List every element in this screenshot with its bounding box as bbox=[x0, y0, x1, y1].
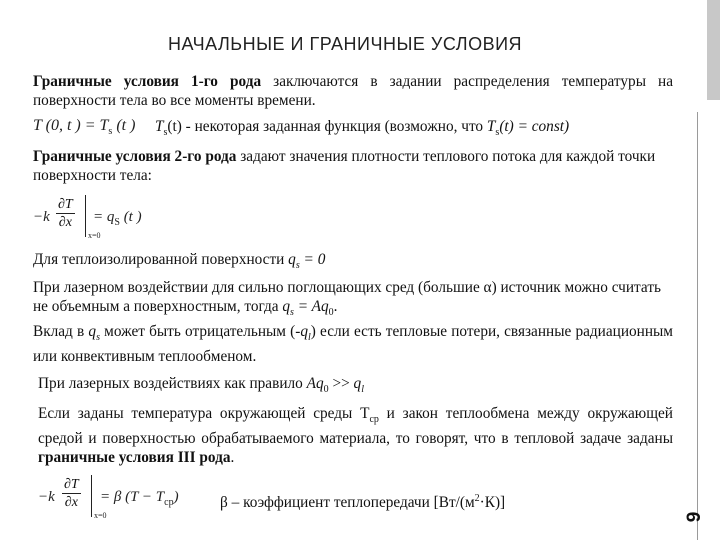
insulated-text: Для теплоизолированной поверхности bbox=[33, 251, 289, 268]
insulated-sub: s bbox=[295, 260, 300, 272]
bc3-formula-den: ∂x bbox=[64, 495, 78, 510]
contrib-var: q bbox=[88, 323, 97, 340]
rule-rhs: q bbox=[353, 375, 362, 392]
page-number: 9 bbox=[684, 511, 705, 523]
contrib-text3: ) если есть тепловые потери, связанные радиационным или конвективным теплообменом. bbox=[33, 323, 673, 366]
laser-eq: = Aq bbox=[293, 298, 329, 315]
bc3-heading: граничные условия III рода bbox=[38, 449, 231, 467]
laser-end: . bbox=[333, 298, 338, 315]
side-accent-bar bbox=[707, 0, 720, 100]
bc1-formula bbox=[33, 117, 135, 137]
laser-eq-sub: 0 bbox=[328, 307, 334, 319]
bc1-note-var2: T bbox=[486, 118, 496, 135]
bc1-formula-lhs: T (0, t ) = T bbox=[33, 117, 109, 134]
laser-sub: s bbox=[290, 307, 294, 319]
bc1-formula-sub: s bbox=[108, 126, 113, 138]
rule-text: При лазерных воздействиях как правило bbox=[38, 375, 307, 392]
insulated-tail: = 0 bbox=[299, 251, 326, 268]
bc3-paragraph bbox=[38, 404, 673, 467]
contrib-sub2: l bbox=[308, 332, 311, 344]
bc3-formula-minus-k: −k bbox=[38, 489, 55, 505]
side-divider-line bbox=[697, 112, 698, 540]
bc3-formula-num: ∂T bbox=[64, 477, 79, 492]
bc1-text: заключаются в задании распределения температуры на поверхности тела во все моменты времени. bbox=[33, 73, 673, 109]
bc3-formula-fraction bbox=[62, 476, 81, 511]
bc1-formula-rhs: (t ) bbox=[112, 117, 136, 134]
rule-lhs: Aq bbox=[306, 375, 324, 392]
bc1-note-var: T bbox=[155, 118, 164, 135]
laser-text: При лазерном воздействии для сильно поглощающих сред (большие α) источник можно считать не объемным а поверхностным, тогда bbox=[33, 279, 661, 315]
contrib-text1: Вклад в bbox=[33, 323, 89, 340]
laser-paragraph bbox=[33, 278, 673, 322]
beta-note-text: β – коэффициент теплопередачи [Вт/(м bbox=[220, 494, 475, 512]
contrib-sub: s bbox=[96, 332, 100, 344]
bc2-heading: Граничные условия 2-го рода bbox=[33, 148, 237, 165]
bc1-note bbox=[155, 117, 675, 142]
bc3-formula-eval-bar bbox=[91, 475, 92, 517]
bc2-text: задают значения плотности теплового потока для каждой точки поверхности тела: bbox=[33, 148, 656, 184]
bc1-note-text: (t) - некоторая заданная функция (возможно, что bbox=[167, 118, 487, 135]
bc2-formula-limit: x=0 bbox=[88, 231, 101, 240]
rule-op: >> bbox=[328, 375, 354, 392]
bc1-note-sub2: s bbox=[495, 127, 500, 139]
rule-line bbox=[38, 374, 678, 399]
bc1-paragraph bbox=[33, 72, 673, 110]
contrib-paragraph bbox=[33, 322, 673, 366]
bc2-paragraph bbox=[33, 147, 673, 185]
contrib-var2: q bbox=[300, 323, 308, 340]
rule-rhs-sub: l bbox=[361, 384, 364, 396]
insulated-line bbox=[33, 250, 673, 275]
bc3-formula-limit: x=0 bbox=[94, 511, 107, 520]
bc2-formula-minus-k: −k bbox=[33, 209, 50, 225]
contrib-text2: может быть отрицательным (- bbox=[99, 323, 301, 340]
bc1-note-sub: s bbox=[163, 127, 168, 139]
bc2-formula-eval-bar bbox=[85, 195, 86, 237]
bc2-formula-num: ∂T bbox=[58, 197, 73, 212]
bc3-end: . bbox=[230, 449, 235, 467]
beta-note-end: ·К)] bbox=[479, 494, 506, 512]
beta-note bbox=[220, 489, 670, 512]
beta-note-sup: 2 bbox=[474, 493, 480, 504]
insulated-var: q bbox=[288, 251, 296, 268]
bc1-note-end: (t) = const) bbox=[499, 118, 570, 135]
slide-title: НАЧАЛЬНЫЕ И ГРАНИЧНЫЕ УСЛОВИЯ bbox=[167, 34, 523, 54]
bc2-formula-den: ∂x bbox=[58, 215, 72, 230]
bc3-text2: и закон теплообмена между окружающей средой и поверхностью обрабатываемого материала, то говорят, что в тепловой задаче заданы bbox=[38, 405, 673, 448]
bc2-formula-rhs: = $q_S$ (t ) bbox=[93, 209, 142, 228]
bc3-text1: Если заданы температура окружающей среды Т bbox=[38, 405, 370, 422]
bc3-formula-rhs: = β $(T - T_{cp})$ bbox=[100, 489, 179, 508]
bc3-sub: ср bbox=[369, 414, 379, 426]
laser-var: q bbox=[282, 298, 291, 315]
bc2-formula-fraction bbox=[56, 196, 75, 231]
rule-lhs-sub: 0 bbox=[323, 384, 329, 396]
bc1-heading: Граничные условия 1-го рода bbox=[33, 73, 262, 90]
